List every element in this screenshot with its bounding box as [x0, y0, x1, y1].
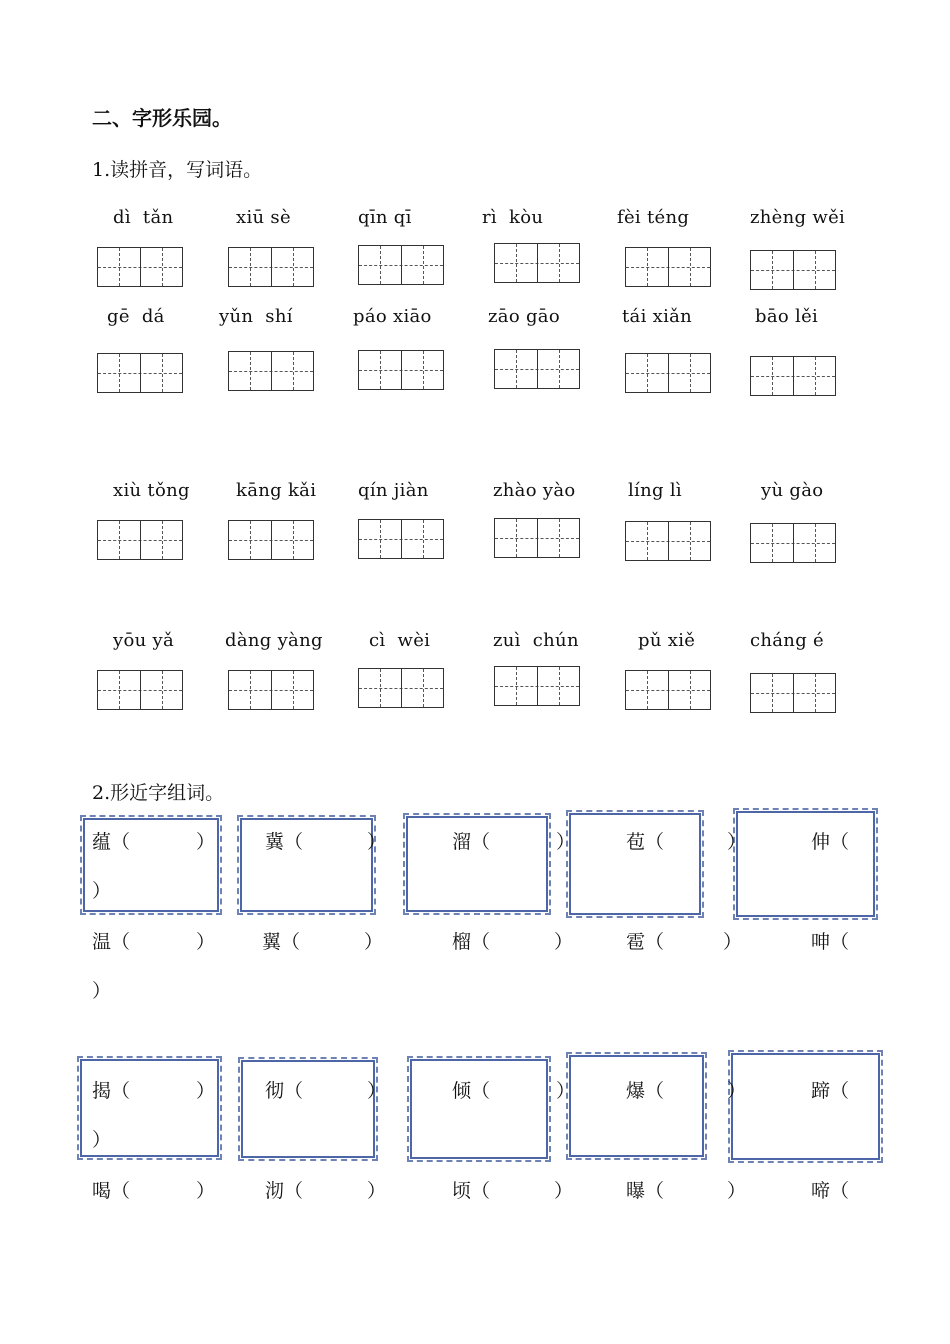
writing-grid[interactable]	[358, 350, 444, 390]
close-paren: ）	[92, 880, 112, 902]
close-paren: ）	[196, 931, 216, 953]
close-paren: ）	[727, 831, 747, 853]
writing-grid[interactable]	[494, 518, 580, 558]
char-label: 彻（	[265, 1080, 304, 1102]
pinyin-label: bāo lěi	[755, 306, 819, 327]
char-label: 顷（	[452, 1180, 491, 1202]
close-paren: ）	[364, 931, 384, 953]
question-2-title: 2.形近字组词。	[92, 782, 225, 804]
close-paren: ）	[92, 980, 112, 1002]
pinyin-label: tái xiǎn	[622, 306, 693, 327]
writing-grid[interactable]	[625, 353, 711, 393]
close-paren: ）	[554, 931, 574, 953]
writing-grid[interactable]	[228, 520, 314, 560]
pinyin-label: fèi téng	[617, 207, 690, 228]
pinyin-label: yù gào	[761, 480, 824, 501]
char-label: 雹（	[626, 931, 665, 953]
char-label: 揭（	[92, 1080, 131, 1102]
pinyin-label: zuì chún	[493, 630, 579, 651]
close-paren: ）	[367, 1080, 387, 1102]
close-paren: ）	[196, 1180, 216, 1202]
pinyin-label: dì tǎn	[113, 207, 174, 228]
close-paren: ）	[92, 1129, 112, 1151]
question-1-title: 1.读拼音，写词语。	[92, 159, 263, 181]
close-paren: ）	[556, 831, 576, 853]
char-label: 蹄（	[811, 1080, 850, 1102]
writing-grid[interactable]	[97, 670, 183, 710]
pinyin-label: líng lì	[628, 480, 682, 501]
writing-grid[interactable]	[625, 247, 711, 287]
char-label: 苞（	[626, 831, 665, 853]
writing-grid[interactable]	[750, 356, 836, 396]
char-label: 翼（	[262, 931, 301, 953]
writing-grid[interactable]	[494, 243, 580, 283]
section-title: 二、字形乐园。	[92, 106, 232, 130]
close-paren: ）	[367, 831, 387, 853]
pinyin-label: qín jiàn	[358, 480, 429, 501]
writing-grid[interactable]	[228, 247, 314, 287]
char-label: 温（	[92, 931, 131, 953]
pinyin-label: xiù tǒng	[113, 480, 190, 501]
close-paren: ）	[367, 1180, 387, 1202]
writing-grid[interactable]	[750, 673, 836, 713]
writing-grid[interactable]	[494, 349, 580, 389]
char-label: 冀（	[265, 831, 304, 853]
pinyin-label: rì kòu	[482, 207, 544, 228]
char-label: 蕴（	[92, 831, 131, 853]
pinyin-label: yǔn shí	[219, 306, 293, 327]
close-paren: ）	[196, 1080, 216, 1102]
close-paren: ）	[196, 831, 216, 853]
pinyin-label: xiū sè	[236, 207, 291, 228]
writing-grid[interactable]	[494, 666, 580, 706]
stamp-frame	[728, 1050, 883, 1163]
char-label: 呻（	[811, 931, 850, 953]
pinyin-label: zhèng wěi	[750, 207, 846, 228]
writing-grid[interactable]	[358, 668, 444, 708]
writing-grid[interactable]	[625, 521, 711, 561]
stamp-frame	[733, 808, 878, 920]
char-label: 啼（	[811, 1180, 850, 1202]
pinyin-label: dàng yàng	[225, 630, 323, 651]
char-label: 溜（	[452, 831, 491, 853]
writing-grid[interactable]	[750, 250, 836, 290]
stamp-frame	[238, 1057, 378, 1161]
pinyin-label: cì wèi	[369, 630, 431, 651]
pinyin-label: qīn qī	[358, 207, 412, 228]
char-label: 榴（	[452, 931, 491, 953]
writing-grid[interactable]	[358, 519, 444, 559]
pinyin-label: zhào yào	[493, 480, 576, 501]
close-paren: ）	[556, 1080, 576, 1102]
writing-grid[interactable]	[358, 245, 444, 285]
char-label: 倾（	[452, 1080, 491, 1102]
pinyin-label: yōu yǎ	[113, 630, 175, 651]
close-paren: ）	[727, 1080, 747, 1102]
pinyin-label: zāo gāo	[488, 306, 560, 327]
stamp-frame	[237, 815, 376, 915]
pinyin-label: kāng kǎi	[236, 480, 317, 501]
close-paren: ）	[727, 1180, 747, 1202]
pinyin-label: cháng é	[750, 630, 824, 651]
pinyin-label: gē dá	[107, 306, 165, 327]
writing-grid[interactable]	[750, 523, 836, 563]
stamp-frame	[407, 1056, 551, 1162]
char-label: 爆（	[626, 1080, 665, 1102]
stamp-frame	[566, 1052, 707, 1160]
pinyin-label: pǔ xiě	[638, 630, 696, 651]
close-paren: ）	[723, 931, 743, 953]
writing-grid[interactable]	[97, 247, 183, 287]
char-label: 喝（	[92, 1180, 131, 1202]
char-label: 沏（	[265, 1180, 304, 1202]
pinyin-label: páo xiāo	[353, 306, 432, 327]
writing-grid[interactable]	[228, 670, 314, 710]
writing-grid[interactable]	[97, 520, 183, 560]
writing-grid[interactable]	[625, 670, 711, 710]
char-label: 曝（	[626, 1180, 665, 1202]
writing-grid[interactable]	[228, 351, 314, 391]
char-label: 伸（	[811, 831, 850, 853]
writing-grid[interactable]	[97, 353, 183, 393]
close-paren: ）	[554, 1180, 574, 1202]
